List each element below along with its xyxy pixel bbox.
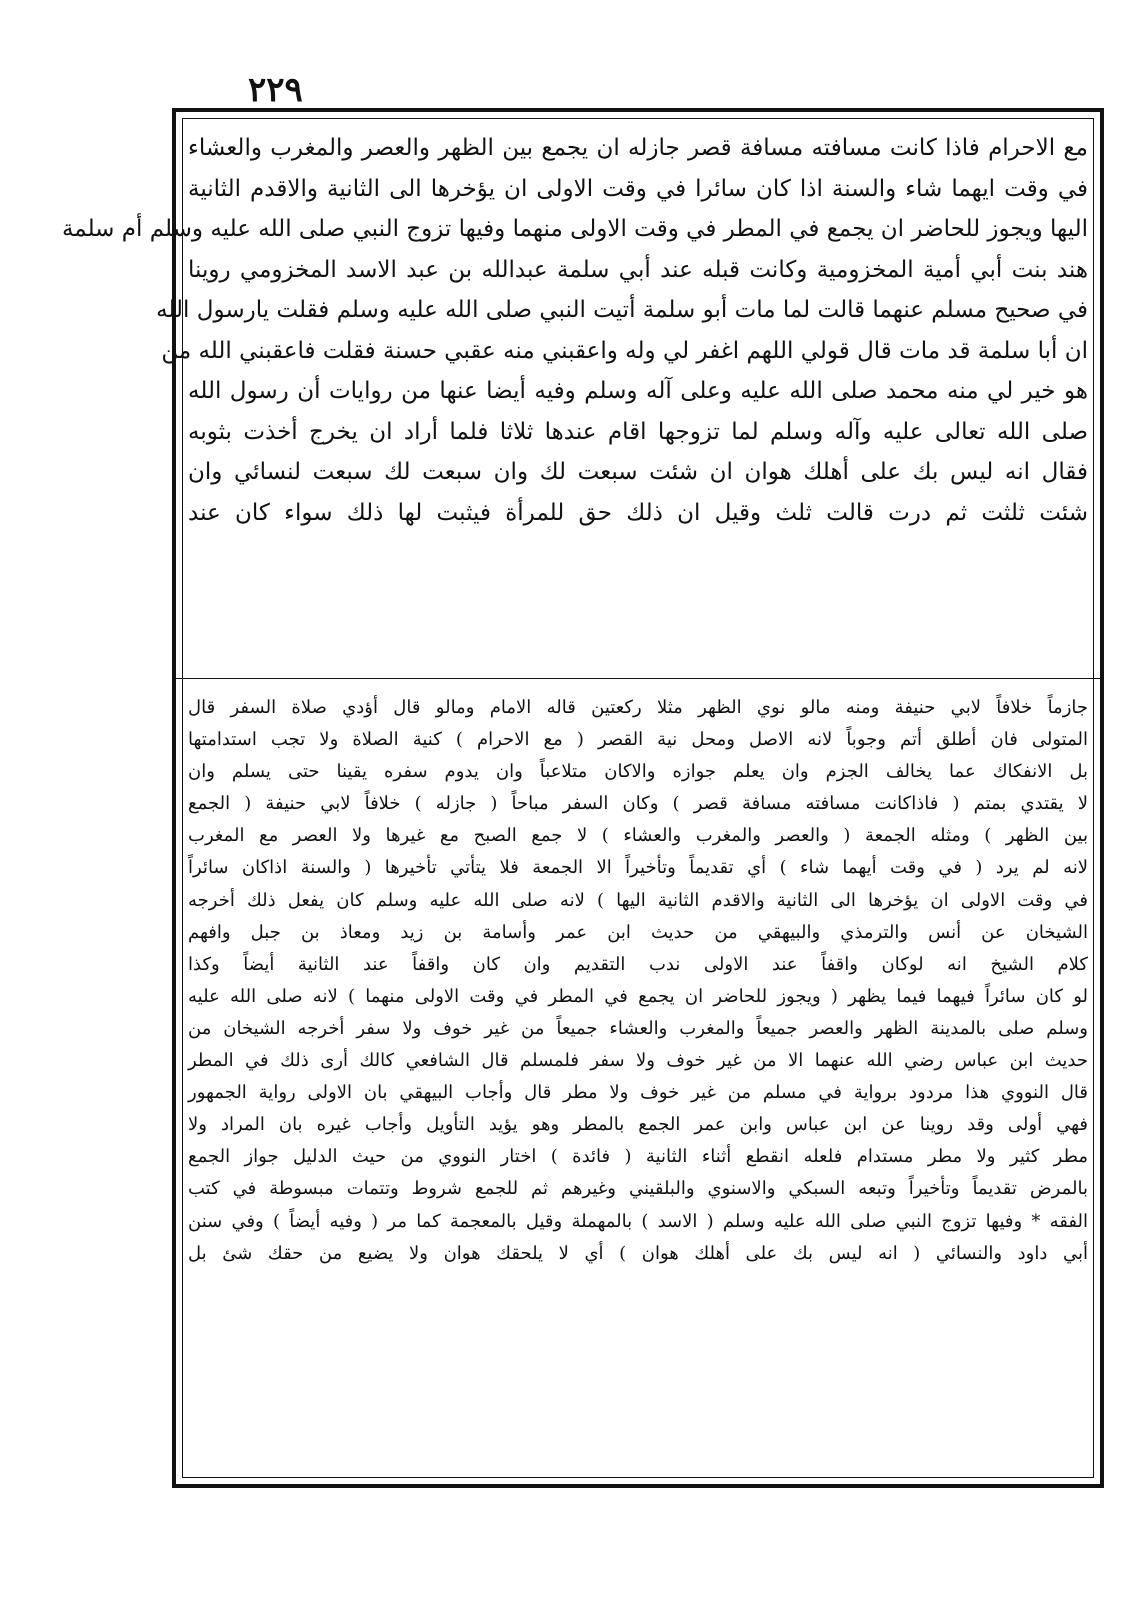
commentary-line: المتولى فان أطلق أتم وجوباً لانه الاصل ومحل نية القصر ( مع الاحرام ) كنية الصلاة ولا تجب استدامتها [188,729,1088,751]
main-text-line: مع الاحرام فاذا كانت مسافته مسافة قصر جازله ان يجمع بين الظهر والعصر والمغرب والعشاء [188,135,1088,161]
commentary-line: الشيخان عن أنس والترمذي والبيهقي من حديث ابن عمر وأسامة بن زيد ومعاذ بن جبل وافهم [188,921,1088,943]
commentary-line: بين الظهر ) ومثله الجمعة ( والعصر والمغرب والعشاء ) لا جمع الصبح مع غيرها ولا العصر مع المغرب [188,825,1088,847]
commentary-line: الفقه * وفيها تزوج النبي صلى الله عليه وسلم ( الاسد ) بالمهملة وقيل بالمعجمة كما مر ( وفيه أيضاً ) وفي سنن [188,1210,1088,1232]
main-text-line: ان أبا سلمة قد مات قال قولي اللهم اغفر لي وله واعقبني منه عقبي حسنة فقلت فاعقبني الله من [161,337,1088,364]
commentary-line: بالمرض تقديماً وتأخيراً وتبعه السبكي والاسنوي والبلقيني وغيرهم ثم للجمع شروط وتتمات مبسوطة في كتب [188,1178,1088,1200]
commentary-block [188,692,1088,1270]
commentary-line: لو كان سائراً فيهما فيما يظهر ( ويجوز للحاضر ان يجمع في المطر في وقت الاولى منهما ) لانه صلى الله عليه [188,985,1089,1007]
main-text-line: اليها ويجوز للحاضر ان يجمع في المطر في وقت الاولى منهما وفيها تزوج النبي صلى الله عليه وسلم أم سلمة [61,216,1088,242]
commentary-line: جازماً خلافاً لابي حنيفة ومنه مالو نوي الظهر مثلا ركعتين قاله الامام ومالو قال أؤدي صلاة السفر قال [188,697,1089,718]
main-text-block [61,128,1088,533]
commentary-line: حديث ابن عباس رضي الله عنهما الا من غير خوف ولا سفر فلمسلم قال الشافعي كالك أرى ذلك في المطر [188,1050,1088,1072]
main-text-line: في وقت ايهما شاء والسنة اذا كان سائرا في وقت الاولى ان يؤخرها الى الثانية والاقدم الثانية [188,175,1088,202]
main-text-line: هو خير لي منه محمد صلى الله عليه وعلى آله وسلم وفيه أيضا عنها من روايات أن رسول الله [188,378,1088,404]
main-text-line: هند بنت أبي أمية المخزومية وكانت قبله عند أبي سلمة عبدالله بن عبد الاسد المخزومي روينا [188,256,1088,283]
commentary-line: لا يقتدي بمتم ( فاذاكانت مسافته مسافة قصر ) وكان السفر مباحاً ( جازله ) خلافاً لابي حنيفة ( الجمع [188,793,1088,815]
main-text-line: صلى الله تعالى عليه وآله وسلم لما تزوجها اقام عندها ثلاثا فلما أراد ان يخرج أخذت بثوبه [188,418,1088,445]
section-divider [176,678,1100,679]
main-text-line: فقال انه ليس بك على أهلك هوان ان شئت سبعت لك وان سبعت لك سبعت لنسائي وان [188,459,1088,485]
commentary-line: مطر كثير ولا مطر مستدام فلعله انقطع أثناء الثانية ( فائدة ) اختار النووي من حيث الدليل جواز الجمع [188,1146,1088,1168]
page-frame [61,108,1104,1488]
commentary-line: كلام الشيخ انه لوكان واقفاً عند الاولى ندب التقديم وان كان واقفاً عند الثانية أيضاً وكذا [188,953,1088,975]
commentary-line: أبي داود والنسائي ( انه ليس بك على أهلك هوان ) أي لا يلحقك هوان ولا يضيع من حقك شئ بل [188,1242,1088,1264]
commentary-line: في وقت الاولى ان يؤخرها الى الثانية والاقدم الثانية اليها ) لانه صلى الله عليه وسلم كان يفعل ذلك أخرجه [188,889,1088,911]
commentary-line: بل الانفكاك عما يخالف الجزم وان يعلم جوازه والاكان متلاعباً وان يدوم سفره يقينا حتى يسلم وان [188,761,1088,783]
commentary-line: قال النووي هذا مردود برواية في مسلم من غير خوف ولا مطر قال وأجاب البيهقي بان الاولى رواية الجمهور [188,1082,1088,1104]
main-text-line: في صحيح مسلم عنهما قالت لما مات أبو سلمة أتيت النبي صلى الله عليه وسلم فقلت يارسول الله [156,297,1088,323]
page-number: ٢٢٩ [248,70,303,110]
main-text-line: شئت ثلثت ثم درت قالت ثلث وقيل ان ذلك حق للمرأة فيثبت لها ذلك سواء كان عند [188,499,1088,526]
commentary-line: فهي أولى وقد روينا عن ابن عباس وابن عمر الجمع بالمطر وهو يؤيد التأويل وأجاب غيره بان المراد ولا [188,1114,1088,1136]
commentary-line: وسلم صلى بالمدينة الظهر والعصر جميعاً والمغرب والعشاء جميعاً من غير خوف ولا سفر أخرجه الشيخان من [188,1017,1088,1039]
commentary-line: لانه لم يرد ( في وقت أيهما شاء ) أي تقديماً وتأخيراً الا الجمعة فلا يتأتي تأخيرها ( والسنة اذاكان سائراً [188,857,1088,879]
